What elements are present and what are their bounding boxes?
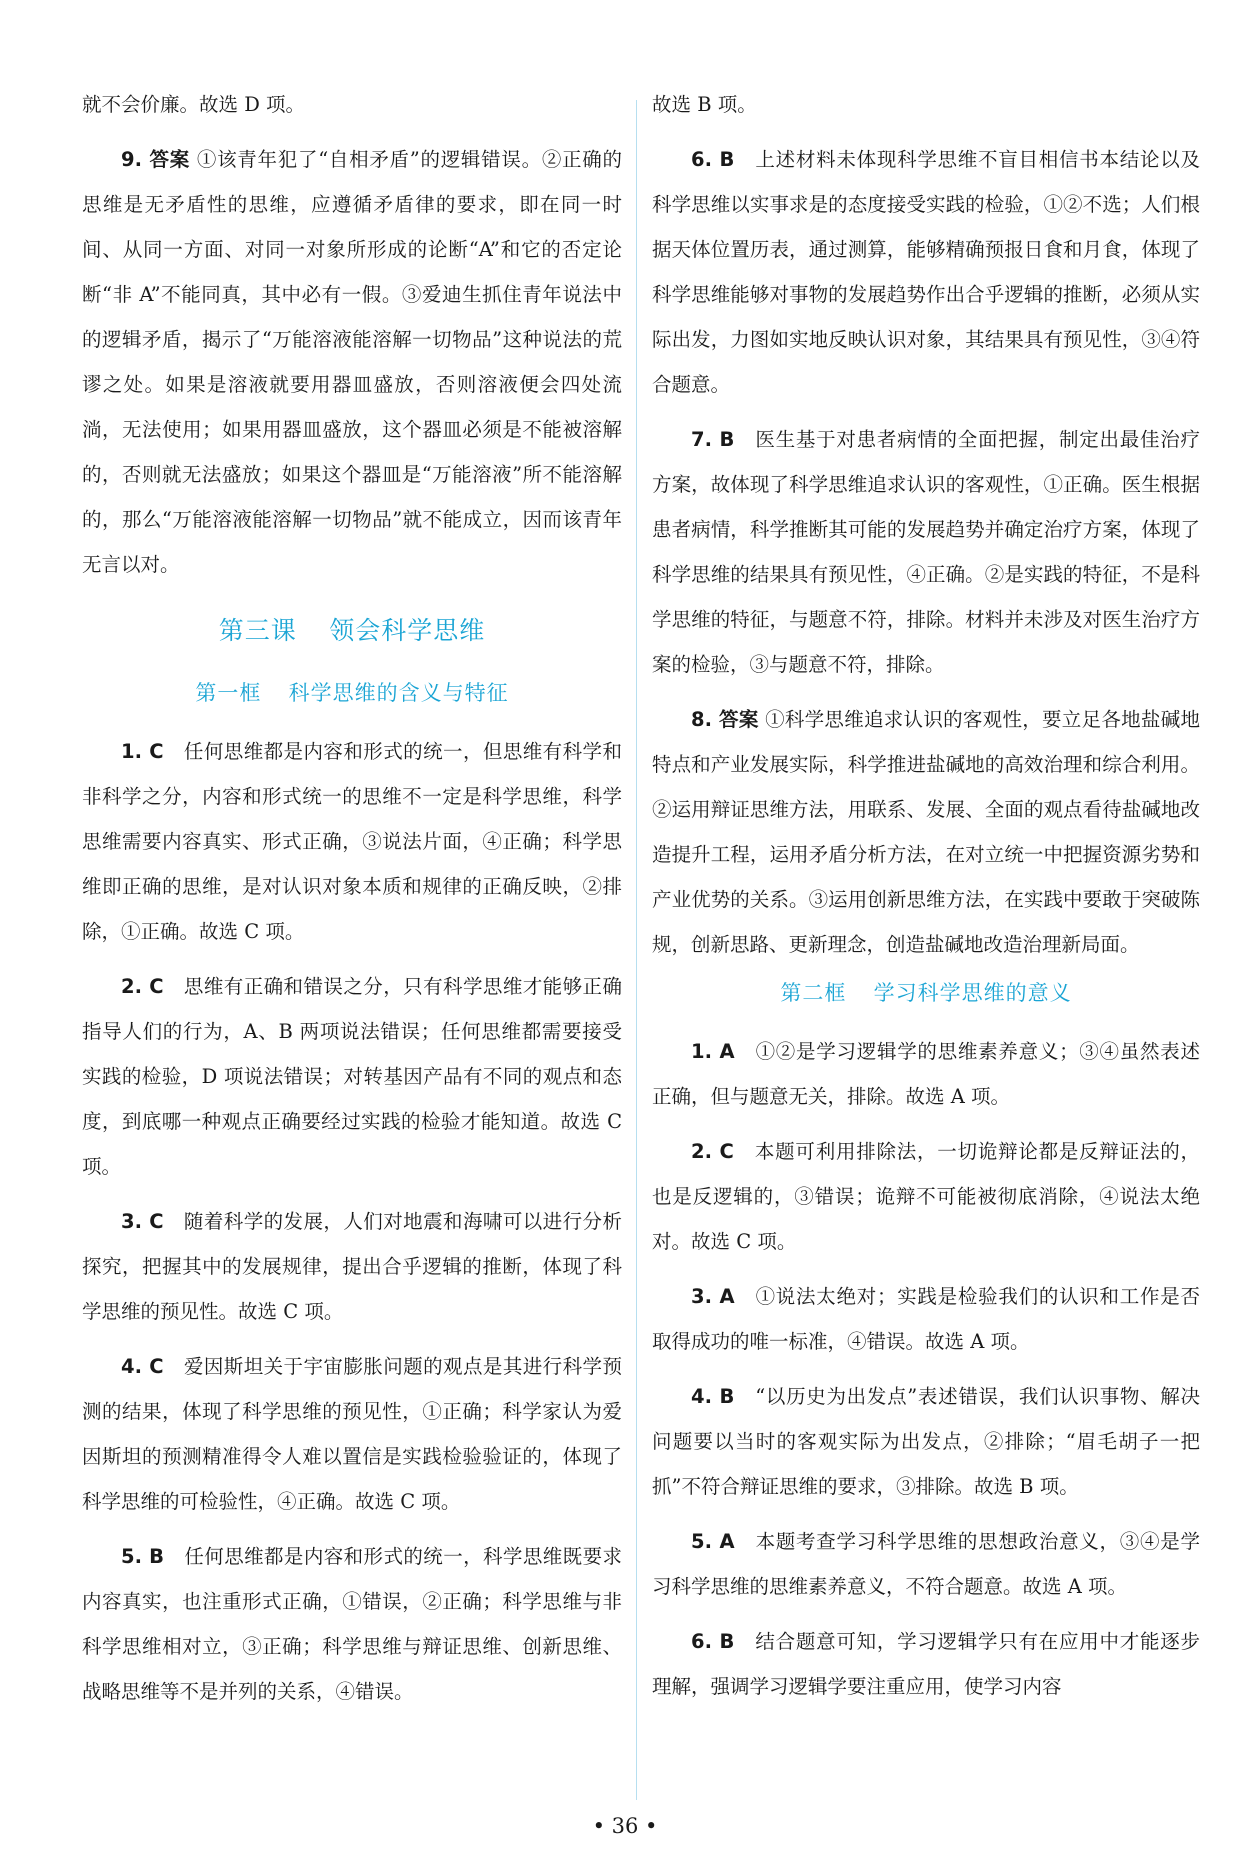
- lesson-title: 第三课 领会科学思维: [218, 616, 486, 645]
- answer-text: 结合题意可知，学习逻辑学只有在应用中才能逐步理解，强调学习逻辑学要注重应用，使学习内容: [652, 1630, 1200, 1698]
- answer-5: [82, 1534, 622, 1714]
- answer-number: 3. C: [121, 1210, 164, 1233]
- answer-text: 任何思维都是内容和形式的统一，但思维有科学和非科学之分，内容和形式统一的思维不一定是科学思维，科学思维需要内容真实、形式正确，③说法片面，④正确；科学思维即正确的思维，是对认识对象本质和规律的正确反映，②排除，①正确。故选 C 项。: [82, 740, 622, 943]
- answer-text: 医生基于对患者病情的全面把握，制定出最佳治疗方案，故体现了科学思维追求认识的客观性，①正确。医生根据患者病情，科学推断其可能的发展趋势并确定治疗方案，体现了科学思维的结果具有预见性，④正确。②是实践的特征，不是科学思维的特征，与题意不符，排除。材料并未涉及对医生治疗方案的检验，③与题意不符，排除。: [652, 428, 1200, 676]
- answer-text: ①说法太绝对；实践是检验我们的认识和工作是否取得成功的唯一标准，④错误。故选 A 项。: [652, 1285, 1200, 1353]
- answer-7: [652, 417, 1200, 687]
- answer-text: 爱因斯坦关于宇宙膨胀问题的观点是其进行科学预测的结果，体现了科学思维的预见性，①正确；科学家认为爱因斯坦的预测精准得令人难以置信是实践检验验证的，体现了科学思维的可检验性，④正确。故选 C 项。: [82, 1355, 622, 1513]
- answer-text: 任何思维都是内容和形式的统一，科学思维既要求内容真实，也注重形式正确，①错误，②正确；科学思维与非科学思维相对立，③正确；科学思维与辩证思维、创新思维、战略思维等不是并列的关系，④错误。: [82, 1545, 622, 1703]
- answer-number: 1. A: [691, 1040, 735, 1063]
- answer-r6: [652, 1619, 1200, 1709]
- answer-number: 3. A: [691, 1285, 735, 1308]
- answer-text: 本题可利用排除法，一切诡辩论都是反辩证法的，也是反逻辑的，③错误；诡辩不可能被彻底消除，④说法太绝对。故选 C 项。: [652, 1140, 1200, 1253]
- answer-number: 5. B: [121, 1545, 165, 1568]
- left-column: [82, 82, 622, 1724]
- answer-4: [82, 1344, 622, 1524]
- answer-9: [82, 137, 622, 587]
- answer-text: 上述材料未体现科学思维不盲目相信书本结论以及科学思维以实事求是的态度接受实践的检验，①②不选；人们根据天体位置历表，通过测算，能够精确预报日食和月食，体现了科学思维能够对事物的发展趋势作出合乎逻辑的推断，必须从实际出发，力图如实地反映认识对象，其结果具有预见性，③④符合题意。: [652, 148, 1200, 396]
- answer-r4: [652, 1374, 1200, 1509]
- answer-r3: [652, 1274, 1200, 1364]
- answer-text: ①该青年犯了“自相矛盾”的逻辑错误。②正确的思维是无矛盾性的思维，应遵循矛盾律的要求，即在同一时间、从同一方面、对同一对象所形成的论断“A”和它的否定论断“非 A”不能同真，其中必有一假。③爱迪生抓住青年说法中的逻辑矛盾，揭示了“万能溶液能溶解一切物品”这种说法的荒谬之处。如果是溶液就要用器皿盛放，否则溶液便会四处流淌，无法使用；如果用器皿盛放，这个器皿必须是不能被溶解的，否则就无法盛放；如果这个器皿是“万能溶液”所不能溶解的，那么“万能溶液能溶解一切物品”就不能成立，因而该青年无言以对。: [82, 148, 622, 576]
- answer-number: 1. C: [121, 740, 164, 763]
- answer-r2: [652, 1129, 1200, 1264]
- answer-text: 本题考查学习科学思维的思想政治意义，③④是学习科学思维的思维素养意义，不符合题意。故选 A 项。: [652, 1530, 1200, 1598]
- answer-text: 随着科学的发展，人们对地震和海啸可以进行分析探究，把握其中的发展规律，提出合乎逻辑的推断，体现了科学思维的预见性。故选 C 项。: [82, 1210, 622, 1323]
- answer-r5: [652, 1519, 1200, 1609]
- paragraph-continuation: 就不会价廉。故选 D 项。: [82, 93, 306, 116]
- answer-3: [82, 1199, 622, 1334]
- right-column: [652, 82, 1200, 1719]
- answer-6: [652, 137, 1200, 407]
- answer-text: ①②是学习逻辑学的思维素养意义；③④虽然表述正确，但与题意无关，排除。故选 A 项。: [652, 1040, 1200, 1108]
- answer-number: 9. 答案: [121, 148, 190, 171]
- answer-number: 8. 答案: [691, 708, 759, 731]
- answer-8: [652, 697, 1200, 967]
- answer-number: 2. C: [691, 1140, 734, 1163]
- column-divider: [636, 100, 637, 1800]
- answer-number: 4. C: [121, 1355, 164, 1378]
- answer-number: 7. B: [691, 428, 735, 451]
- section-title: 第二框 学习科学思维的意义: [780, 981, 1072, 1005]
- answer-2: [82, 964, 622, 1189]
- answer-text: “以历史为出发点”表述错误，我们认识事物、解决问题要以当时的客观实际为出发点，②排除；“眉毛胡子一把抓”不符合辩证思维的要求，③排除。故选 B 项。: [652, 1385, 1200, 1498]
- answer-number: 5. A: [691, 1530, 735, 1553]
- answer-text: 思维有正确和错误之分，只有科学思维才能够正确指导人们的行为，A、B 两项说法错误；任何思维都需要接受实践的检验，D 项说法错误；对转基因产品有不同的观点和态度，到底哪一种观点正确要经过实践的检验才能知道。故选 C 项。: [82, 975, 622, 1178]
- answer-number: 6. B: [691, 1630, 735, 1653]
- paragraph-continuation: 故选 B 项。: [652, 93, 757, 116]
- answer-number: 2. C: [121, 975, 164, 998]
- answer-r1: [652, 1029, 1200, 1119]
- answer-text: ①科学思维追求认识的客观性，要立足各地盐碱地特点和产业发展实际，科学推进盐碱地的高效治理和综合利用。②运用辩证思维方法，用联系、发展、全面的观点看待盐碱地改造提升工程，运用矛盾分析方法，在对立统一中把握资源劣势和产业优势的关系。③运用创新思维方法，在实践中要敢于突破陈规，创新思路、更新理念，创造盐碱地改造治理新局面。: [652, 708, 1200, 956]
- section-title: 第一框 科学思维的含义与特征: [195, 681, 509, 705]
- answer-number: 6. B: [691, 148, 735, 171]
- page-number: • 36 •: [592, 1814, 658, 1838]
- answer-number: 4. B: [691, 1385, 735, 1408]
- answer-1: [82, 729, 622, 954]
